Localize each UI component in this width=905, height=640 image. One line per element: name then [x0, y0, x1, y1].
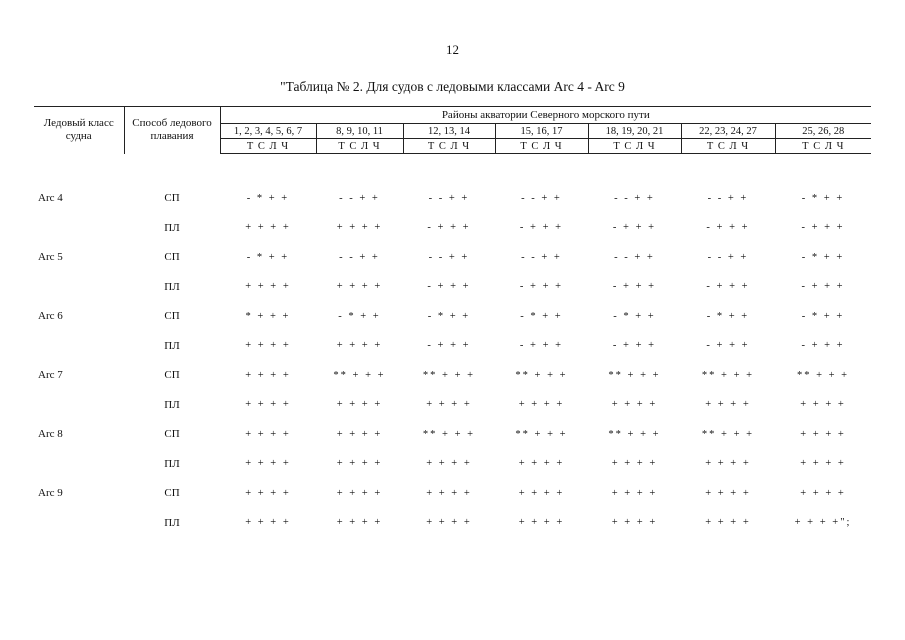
permission-cell: - - + +: [707, 251, 749, 263]
permission-cell: + + + +: [426, 458, 472, 470]
navigation-mode-cell: ПЛ: [164, 398, 180, 411]
permission-cell: + + + +: [518, 399, 565, 411]
navigation-mode-cell: ПЛ: [164, 457, 180, 470]
header-area-range: 8, 9, 10, 11: [316, 124, 403, 139]
permission-cell: + + + +: [705, 399, 751, 411]
table-row: [34, 420, 871, 450]
permission-cell: - + + +: [427, 222, 471, 234]
table-row: [34, 184, 871, 214]
permission-cell: + + + +: [611, 399, 658, 411]
ice-class-cell: [34, 272, 124, 302]
navigation-mode-cell: СП: [164, 428, 180, 441]
permission-cell: - * + +: [613, 310, 656, 322]
permission-cell: - * + +: [246, 251, 290, 263]
permission-cell: + + + +: [336, 340, 383, 352]
header-condition-codes: Т С Л Ч: [775, 139, 871, 154]
permission-cell: - - + +: [428, 192, 470, 204]
ice-class-cell: Arc 8: [38, 428, 63, 441]
permission-cell: + + + +: [705, 487, 751, 499]
table-row: [34, 213, 871, 243]
header-condition-codes: Т С Л Ч: [316, 139, 403, 154]
ice-class-cell: [34, 508, 124, 538]
ice-class-cell: [34, 390, 124, 420]
permission-cell: - + + +: [519, 340, 564, 352]
permission-cell: - + + +: [612, 281, 657, 293]
ice-class-cell: Arc 5: [38, 251, 63, 264]
header-area-range: 22, 23, 24, 27: [681, 124, 775, 139]
permission-cell: + + + +: [336, 517, 383, 529]
table-row: [34, 479, 871, 509]
permission-cell: - - + +: [521, 251, 562, 263]
ice-class-cell: [34, 331, 124, 361]
navigation-mode-cell: СП: [164, 251, 180, 264]
permission-cell: - * + +: [801, 310, 845, 322]
permission-cell: - - + +: [521, 192, 562, 204]
permission-cell: - - + +: [614, 251, 655, 263]
permission-cell: - + + +: [519, 222, 564, 234]
permission-cell: - * + +: [801, 192, 845, 204]
permission-cell: - * + +: [520, 310, 563, 322]
header-condition-codes: Т С Л Ч: [403, 139, 495, 154]
permission-cell: ** + + +: [701, 369, 755, 381]
permission-cell: ** + + +: [422, 369, 476, 381]
permission-cell: - - + +: [614, 192, 655, 204]
permission-cell: - + + +: [706, 281, 750, 293]
permission-cell: ** + + +: [796, 369, 850, 381]
permission-cell: + + + +: [245, 399, 291, 411]
permission-cell: + + + +: [245, 222, 291, 234]
permission-cell: + + + +: [800, 428, 846, 440]
permission-cell: - * + +: [801, 251, 845, 263]
permission-cell: + + + +: [426, 487, 472, 499]
permission-cell: - + + +: [519, 281, 564, 293]
header-condition-codes: Т С Л Ч: [681, 139, 775, 154]
table-title: "Таблица № 2. Для судов с ледовыми классами Arc 4 - Arc 9: [280, 79, 625, 94]
navigation-mode-cell: СП: [164, 310, 180, 323]
ice-class-cell: Arc 7: [38, 369, 63, 382]
permission-cell: ** + + +: [333, 369, 386, 381]
ice-class-table: [34, 106, 871, 538]
table-row: [34, 272, 871, 302]
permission-cell: - * + +: [246, 192, 290, 204]
header-ice-class: Ледовый класс судна: [34, 107, 124, 154]
header-condition-codes: Т С Л Ч: [588, 139, 681, 154]
navigation-mode-cell: ПЛ: [164, 516, 180, 529]
ice-class-cell: Arc 6: [38, 310, 63, 323]
permission-cell: + + + +: [800, 399, 846, 411]
permission-cell: - - + +: [428, 251, 470, 263]
permission-cell: ** + + +: [422, 428, 476, 440]
header-area-range: 1, 2, 3, 4, 5, 6, 7: [220, 124, 316, 139]
permission-cell: + + + +: [336, 428, 383, 440]
permission-cell: - + + +: [427, 340, 471, 352]
table-row: [34, 390, 871, 420]
permission-cell: ** + + +: [608, 369, 661, 381]
table-row: [34, 243, 871, 273]
permission-cell: + + + +: [611, 487, 658, 499]
permission-cell: - + + +: [706, 222, 750, 234]
navigation-mode-cell: ПЛ: [164, 280, 180, 293]
header-area-range: 12, 13, 14: [403, 124, 495, 139]
permission-cell: - + + +: [427, 281, 471, 293]
permission-cell: + + + +: [245, 340, 291, 352]
ice-class-cell: Arc 9: [38, 487, 63, 500]
permission-cell: + + + +: [518, 517, 565, 529]
navigation-mode-cell: СП: [164, 369, 180, 382]
permission-cell: - + + +: [801, 281, 845, 293]
header-area-range: 25, 26, 28: [775, 124, 871, 139]
permission-cell: + + + +: [336, 487, 383, 499]
permission-cell: - - + +: [707, 192, 749, 204]
permission-cell: + + + +: [705, 517, 751, 529]
permission-cell: - - + +: [339, 192, 380, 204]
permission-cell: ** + + +: [515, 369, 568, 381]
permission-cell: - + + +: [706, 340, 750, 352]
header-area-range: 18, 19, 20, 21: [588, 124, 681, 139]
permission-cell: + + + +: [336, 399, 383, 411]
table-row: [34, 508, 871, 538]
permission-cell: + + + +: [705, 458, 751, 470]
permission-cell: + + + +: [336, 222, 383, 234]
permission-cell: + + + +: [800, 487, 846, 499]
permission-cell: + + + +: [800, 458, 846, 470]
navigation-mode-cell: СП: [164, 487, 180, 500]
ice-class-cell: [34, 449, 124, 479]
permission-cell: - + + +: [612, 222, 657, 234]
permission-cell: - * + +: [706, 310, 750, 322]
permission-cell: ** + + +: [701, 428, 755, 440]
header-navigation-mode: Способ ледового плавания: [124, 107, 220, 154]
ice-class-cell: Arc 4: [38, 192, 63, 205]
permission-cell: + + + +: [245, 369, 291, 381]
permission-cell: ** + + +: [515, 428, 568, 440]
permission-cell: - + + +: [801, 222, 845, 234]
header-areas: Районы акватории Северного морского пути: [220, 107, 871, 124]
permission-cell: + + + +: [518, 458, 565, 470]
header-condition-codes: Т С Л Ч: [220, 139, 316, 154]
permission-cell: * + + +: [245, 310, 291, 322]
permission-cell: - * + +: [338, 310, 381, 322]
permission-cell: + + + +: [426, 517, 472, 529]
permission-cell: + + + +: [245, 281, 291, 293]
permission-cell: + + + +";: [794, 517, 852, 529]
permission-cell: - + + +: [612, 340, 657, 352]
ice-class-cell: [34, 213, 124, 243]
permission-cell: + + + +: [245, 487, 291, 499]
table-row: [34, 449, 871, 479]
permission-cell: + + + +: [611, 458, 658, 470]
permission-cell: + + + +: [336, 281, 383, 293]
header-area-range: 15, 16, 17: [495, 124, 588, 139]
page-number: 12: [446, 42, 459, 57]
permission-cell: + + + +: [611, 517, 658, 529]
navigation-mode-cell: ПЛ: [164, 339, 180, 352]
permission-cell: + + + +: [245, 458, 291, 470]
permission-cell: + + + +: [518, 487, 565, 499]
permission-cell: - - + +: [339, 251, 380, 263]
permission-cell: + + + +: [336, 458, 383, 470]
permission-cell: + + + +: [426, 399, 472, 411]
permission-cell: + + + +: [245, 428, 291, 440]
permission-cell: - + + +: [801, 340, 845, 352]
table-row: [34, 302, 871, 332]
permission-cell: ** + + +: [608, 428, 661, 440]
navigation-mode-cell: СП: [164, 192, 180, 205]
permission-cell: - * + +: [427, 310, 471, 322]
table-row: [34, 331, 871, 361]
navigation-mode-cell: ПЛ: [164, 221, 180, 234]
header-condition-codes: Т С Л Ч: [495, 139, 588, 154]
table-row: [34, 361, 871, 391]
permission-cell: + + + +: [245, 517, 291, 529]
